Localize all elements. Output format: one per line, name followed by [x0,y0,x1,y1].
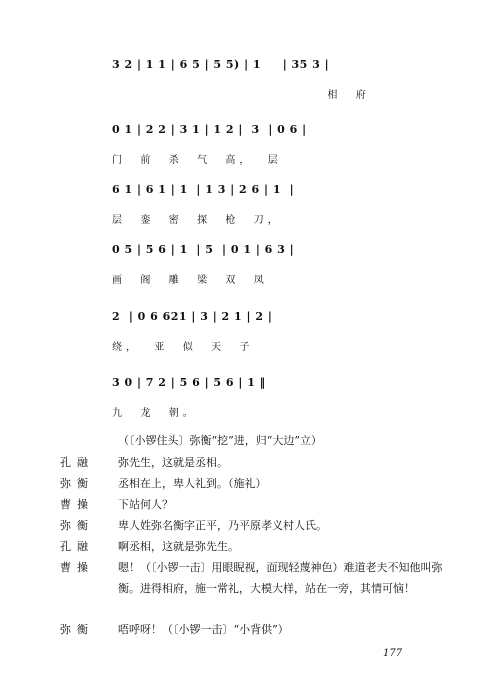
score-notes: 3 2 | 1 1 | 6 5 | 5 5) | 1 | 35 3 | [112,58,330,71]
dialogue-line [60,619,445,640]
stage-direction: （〔小锣住头〕弥衡“挖”进，归“大边”立） [118,434,322,447]
speech-text: 啊丞相，这就是弥先生。 [118,540,239,553]
score-line-2 [112,123,442,183]
score-line-1 [112,58,442,118]
dialogue-line [60,473,445,494]
speech-text: 嗯！（〔小锣一击〕用眼睨视，面现轻蔑神色）难道老夫不知他叫弥衡。进得相府，施一常礼，大模大样，站在一旁，其情可恼！ [118,561,443,595]
speech-text: 丞相在上，卑人礼到。（施礼） [118,477,267,490]
speaker-name: 孔融 [60,540,94,553]
speech-text: 唔呼呀！（〔小锣一击〕“小背供”） [118,623,289,636]
score-lyrics: 绕， 亚 似 天 子 [112,342,254,353]
dialogue-line [60,536,445,557]
score-line-6 [112,376,442,436]
score-notes: 0 1 | 2 2 | 3 1 | 1 2 | 3 | 0 6 | [112,123,307,136]
score-lyrics: 门 前 杀 气 高， 层 [112,155,282,166]
score-lyrics: 层 銮 密 探 枪 刀， [112,215,282,226]
score-notes: 6 1 | 6 1 | 1 | 1 3 | 2 6 | 1 | [112,183,295,196]
score-lyrics: 画 阁 雕 梁 双 凤 [112,275,268,286]
speaker-name: 曹操 [60,498,94,511]
speech-text: 下站何人？ [118,498,173,511]
speech-text: 卑人姓弥名衡字正平，乃平原孝义村人氏。 [118,519,327,532]
score-lyrics: 相 府 [112,90,370,101]
dialogue-line [60,557,445,599]
score-line-5 [112,310,442,370]
speaker-name: 弥衡 [60,519,94,532]
dialogue-line [60,494,445,515]
score-lyrics: 九 龙 朝。 [112,408,197,419]
score-notes: 2 | 0 6 621 | 3 | 2 1 | 2 | [112,310,273,323]
score-line-4 [112,243,442,303]
speech-text: 弥先生，这就是丞相。 [118,456,228,469]
speaker-name: 孔融 [60,456,94,469]
dialogue-line [60,515,445,536]
page-number: 177 [383,648,403,659]
score-notes: 3 0 | 7 2 | 5 6 | 5 6 | 1 ‖ [112,376,266,389]
score-notes: 0 5 | 5 6 | 1 | 5 | 0 1 | 6 3 | [112,243,295,256]
speaker-name: 弥衡 [60,477,94,490]
dialogue-line [60,452,445,473]
speaker-name: 曹操 [60,561,94,574]
score-line-3 [112,183,442,243]
speaker-name: 弥衡 [60,623,94,636]
